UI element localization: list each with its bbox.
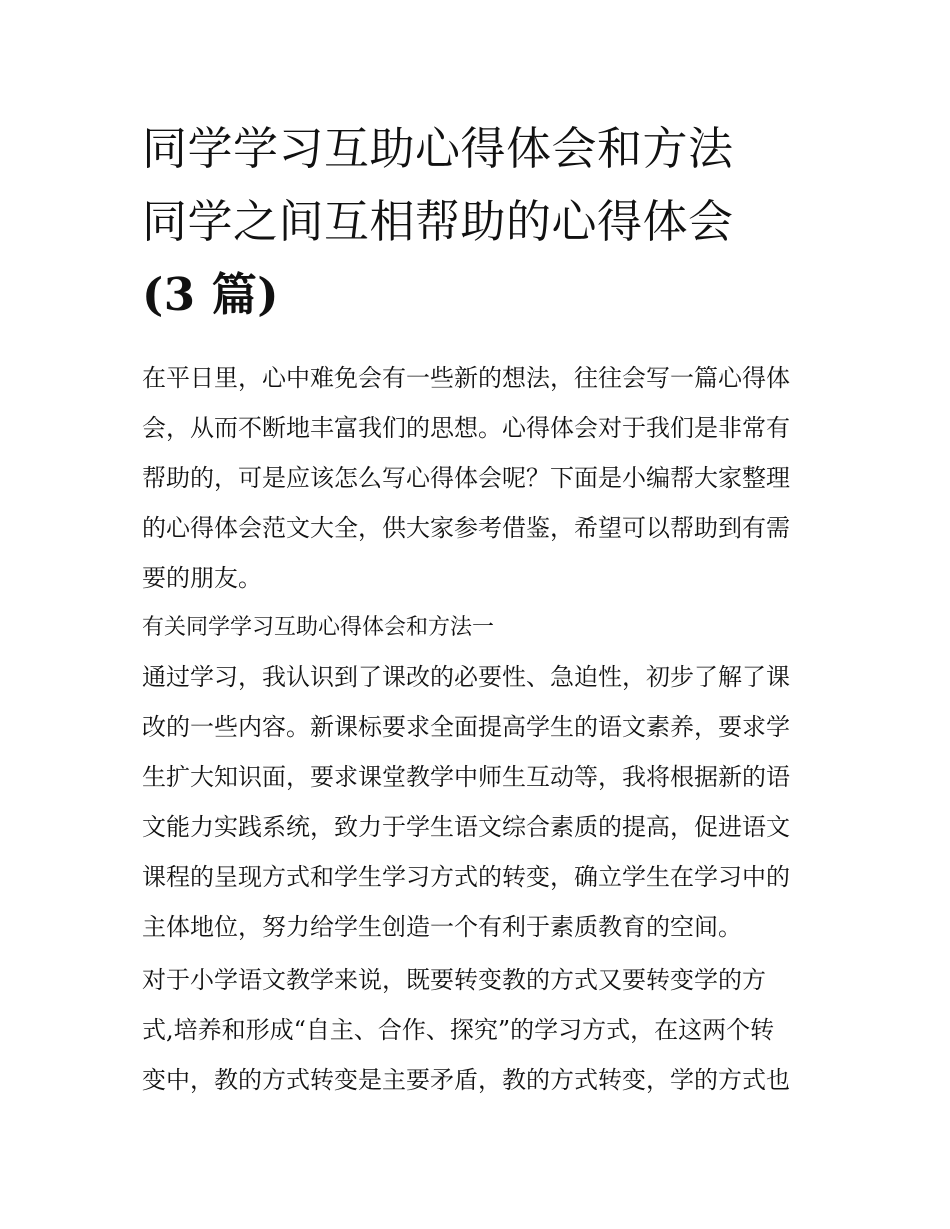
text-line: 在平日里，心中难免会有一些新的想法，往往会写一篇心得体 — [142, 364, 790, 392]
text-line: 帮助的，可是应该怎么写心得体会呢？下面是小编帮大家整理 — [142, 464, 790, 492]
text-line: 要的朋友。 — [142, 564, 262, 592]
section-heading: 有关同学学习互助心得体会和方法一 — [142, 615, 495, 640]
text-line: 会，从而不断地丰富我们的思想。心得体会对于我们是非常有 — [142, 414, 790, 442]
document-title — [142, 112, 822, 331]
title-line: 同学之间互相帮助的心得体会 — [142, 195, 734, 248]
text-line: 文能力实践系统，致力于学生语文综合素质的提高，促进语文 — [142, 813, 790, 841]
text-line: 改的一些内容。新课标要求全面提高学生的语文素养，要求学 — [142, 713, 790, 741]
text-line: 对于小学语文教学来说，既要转变教的方式又要转变学的方 — [142, 966, 766, 994]
text-line: 的心得体会范文大全，供大家参考借鉴，希望可以帮助到有需 — [142, 514, 790, 542]
text-line: 主体地位，努力给学生创造一个有利于素质教育的空间。 — [142, 913, 742, 941]
text-line: 生扩大知识面，要求课堂教学中师生互动等，我将根据新的语 — [142, 763, 790, 791]
text-line: 变中，教的方式转变是主要矛盾，教的方式转变，学的方式也 — [142, 1066, 790, 1094]
body-paragraph — [142, 955, 822, 1105]
document-body — [142, 353, 822, 1108]
intro-paragraph — [142, 353, 822, 603]
title-line: 同学学习互助心得体会和方法 — [142, 122, 734, 175]
text-line: 式,培养和形成“自主、合作、探究”的学习方式，在这两个转 — [142, 1016, 775, 1044]
text-line: 通过学习，我认识到了课改的必要性、急迫性，初步了解了课 — [142, 663, 790, 691]
body-paragraph — [142, 652, 822, 952]
text-line: 课程的呈现方式和学生学习方式的转变，确立学生在学习中的 — [142, 863, 790, 891]
title-line: (3 篇) — [142, 268, 280, 321]
